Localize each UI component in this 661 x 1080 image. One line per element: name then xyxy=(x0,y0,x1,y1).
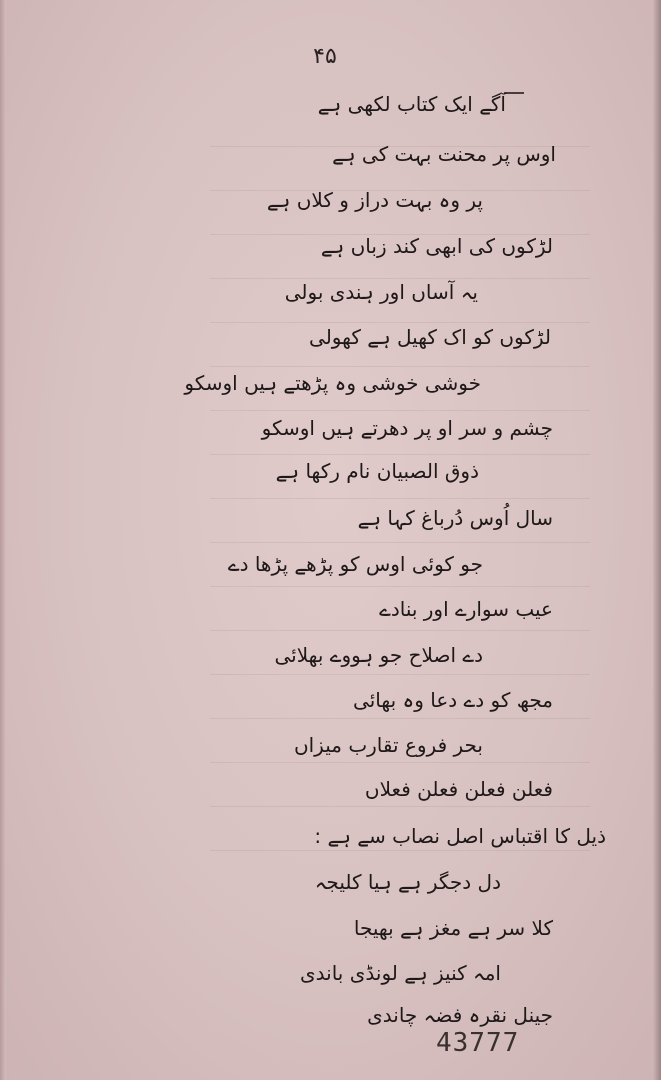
verse-line: ذوق الصبیان نام رکھا ہے xyxy=(275,459,479,483)
verse-line: دل دجگر ہے ہیا کلیجہ xyxy=(314,870,501,894)
verse-line: چشم و سر او پر دھرتے ہیں اوسکو xyxy=(261,416,553,440)
catalog-stamp-number: 43777 xyxy=(436,1028,520,1058)
verse-line: اوس پر محنت بہت کی ہے xyxy=(332,142,556,166)
verse-line: امہ کنیز ہے لونڈی باندی xyxy=(299,961,501,985)
page-number: ۴۵ xyxy=(313,44,337,69)
verse-line: بحر فروع تقارب میزاں xyxy=(293,733,483,757)
verse-line: جینل نقرہ فضہ چاندی xyxy=(367,1003,553,1027)
verse-line: سال اُوس دُرباغ کہا ہے xyxy=(357,506,553,530)
citation-note: ذیل کا اقتباس اصل نصاب سے ہے : xyxy=(314,824,606,848)
verse-line: لڑکوں کو اک کھیل ہے کھولی xyxy=(309,325,551,349)
verse-line: عیب سوارے اور بنادے xyxy=(379,597,553,621)
verse-line: یہ آساں اور ہندی بولی xyxy=(284,280,478,304)
verse-line: مجھ کو دے دعا وہ بھائی xyxy=(353,688,553,712)
verse-line: دے اصلاح جو ہووے بھلائی xyxy=(274,643,483,667)
verse-line: فعلن فعلن فعلن فعلاں xyxy=(364,777,553,801)
verse-line: پر وہ بہت دراز و کلاں ہے xyxy=(266,188,483,212)
verse-line: لڑکوں کی ابھی کند زباں ہے xyxy=(320,234,553,258)
verse-line: کلا سر ہے مغز ہے بھیجا xyxy=(353,916,553,940)
verse-line: آگے ایک کتاب لکھی ہے xyxy=(317,92,506,116)
verse-line: جو کوئی اوس کو پڑھے پڑھا دے xyxy=(227,552,483,576)
verse-line: خوشی خوشی وہ پڑھتے ہیں اوسکو xyxy=(184,371,481,395)
